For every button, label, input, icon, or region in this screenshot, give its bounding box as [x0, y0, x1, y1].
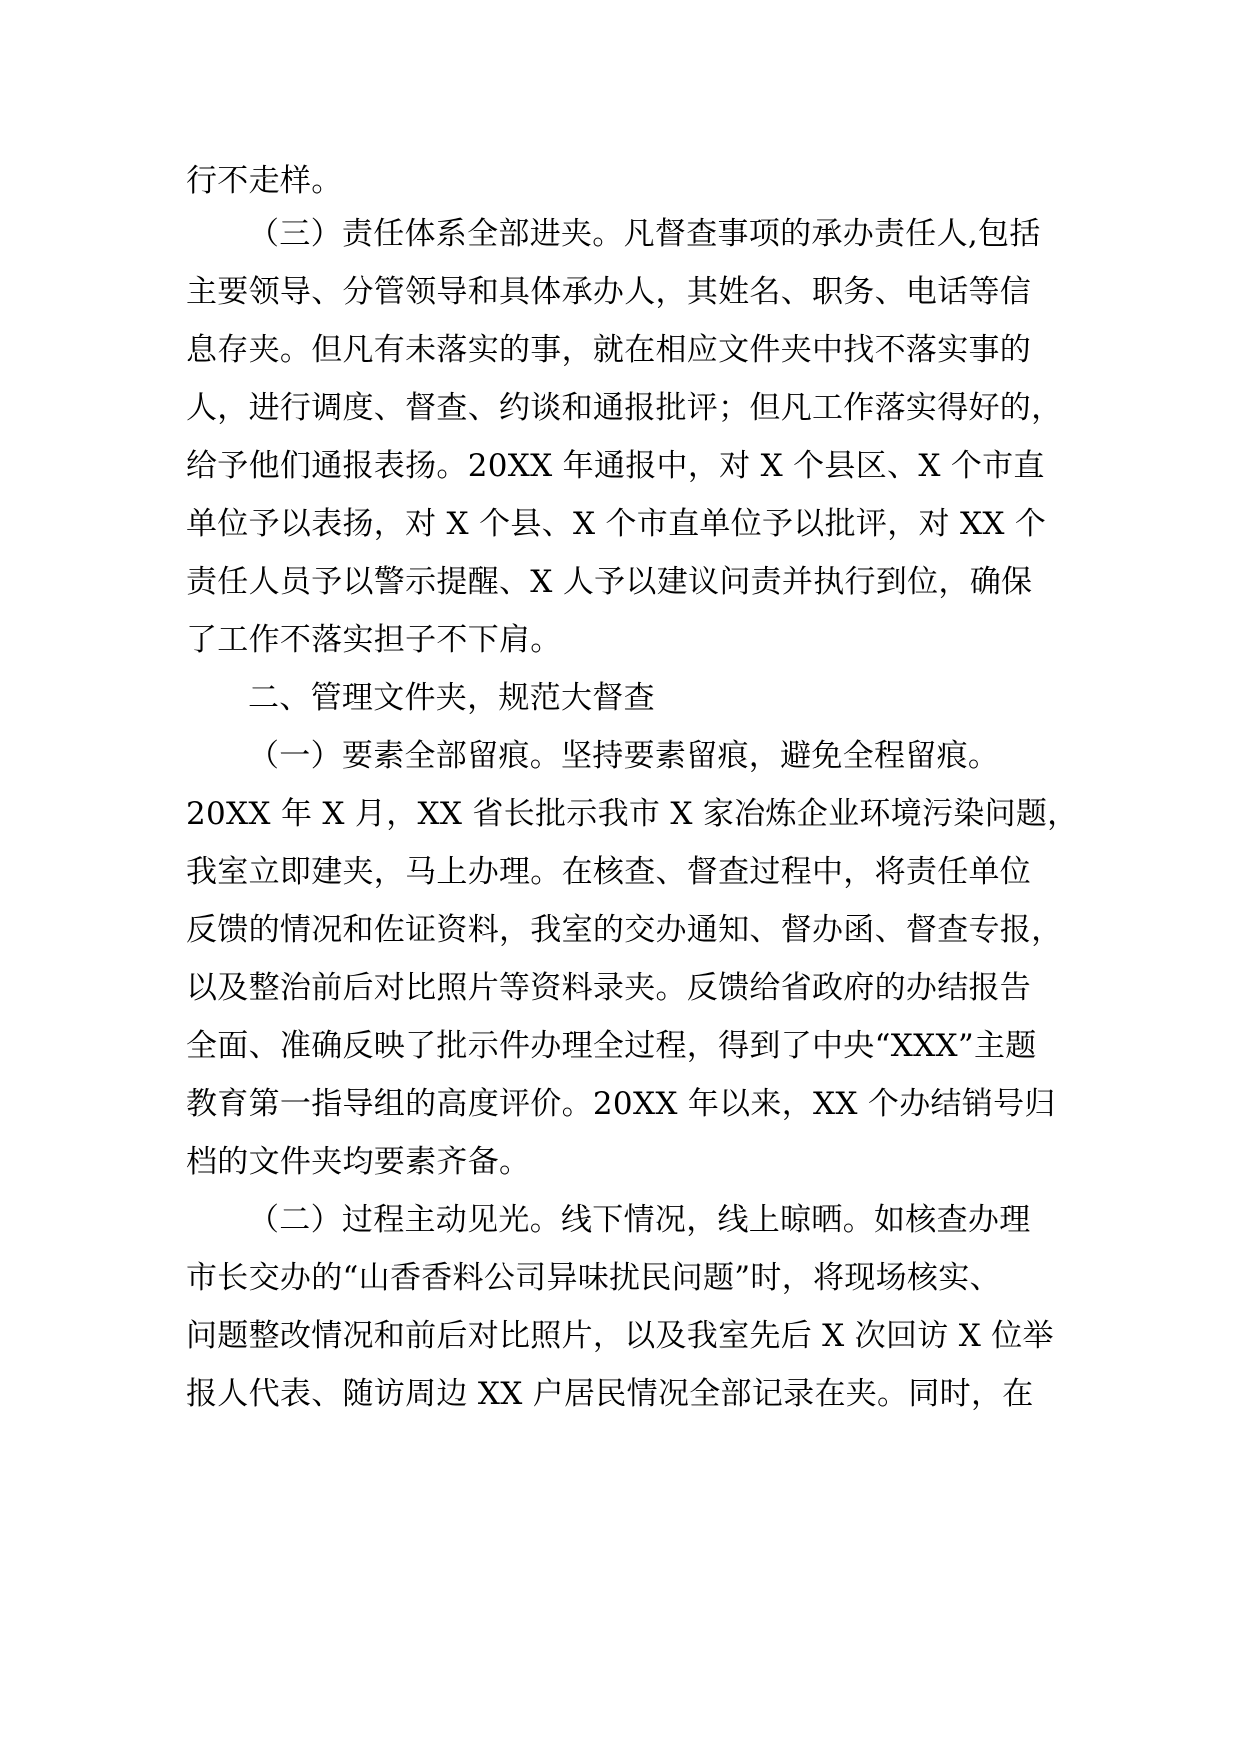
text-line: 反馈的情况和佐证资料，我室的交办通知、督办函、督查专报， — [186, 912, 1063, 948]
text-line: 单位予以表扬，对 X 个县、X 个市直单位予以批评，对 XX 个 — [186, 506, 1047, 542]
text-line: 给予他们通报表扬。20XX 年通报中，对 X 个县区、X 个市直 — [186, 448, 1045, 484]
text-line: 报人代表、随访周边 XX 户居民情况全部记录在夹。同时，在 — [186, 1376, 1034, 1412]
text-line: 档的文件夹均要素齐备。 — [186, 1144, 531, 1180]
text-line: 责任人员予以警示提醒、X 人予以建议问责并执行到位，确保 — [186, 564, 1033, 600]
section-heading-1: （一）要素全部留痕。坚持要素留痕，避免全程留痕。 — [248, 738, 1000, 774]
text-line: 我室立即建夹，马上办理。在核查、督查过程中，将责任单位 — [186, 854, 1032, 890]
text-line: 了工作不落实担子不下肩。 — [186, 622, 562, 658]
text-line: 主要领导、分管领导和具体承办人，其姓名、职务、电话等信 — [186, 274, 1032, 310]
text-line: 市长交办的“山香香料公司异味扰民问题”时，将现场核实、 — [186, 1260, 1001, 1296]
text-line: 行不走样。 — [186, 163, 343, 199]
text-line: 教育第一指导组的高度评价。20XX 年以来，XX 个办结销号归 — [186, 1086, 1056, 1122]
text-line: 息存夹。但凡有未落实的事，就在相应文件夹中找不落实事的 — [186, 332, 1032, 368]
text-line: 20XX 年 X 月，XX 省长批示我市 X 家冶炼企业环境污染问题， — [186, 796, 1079, 832]
text-line: 人，进行调度、督查、约谈和通报批评；但凡工作落实得好的， — [186, 390, 1063, 426]
chapter-heading-2: 二、管理文件夹，规范大督查 — [248, 680, 655, 716]
text-line: 全面、准确反映了批示件办理全过程，得到了中央“XXX”主题 — [186, 1028, 1037, 1064]
text-line: 问题整改情况和前后对比照片，以及我室先后 X 次回访 X 位举 — [186, 1318, 1054, 1354]
section-heading-3: （三）责任体系全部进夹。凡督查事项的承办责任人,包括 — [248, 216, 1041, 252]
section-heading-2: （二）过程主动见光。线下情况，线上晾晒。如核查办理 — [248, 1202, 1031, 1238]
text-line: 以及整治前后对比照片等资料录夹。反馈给省政府的办结报告 — [186, 970, 1032, 1006]
